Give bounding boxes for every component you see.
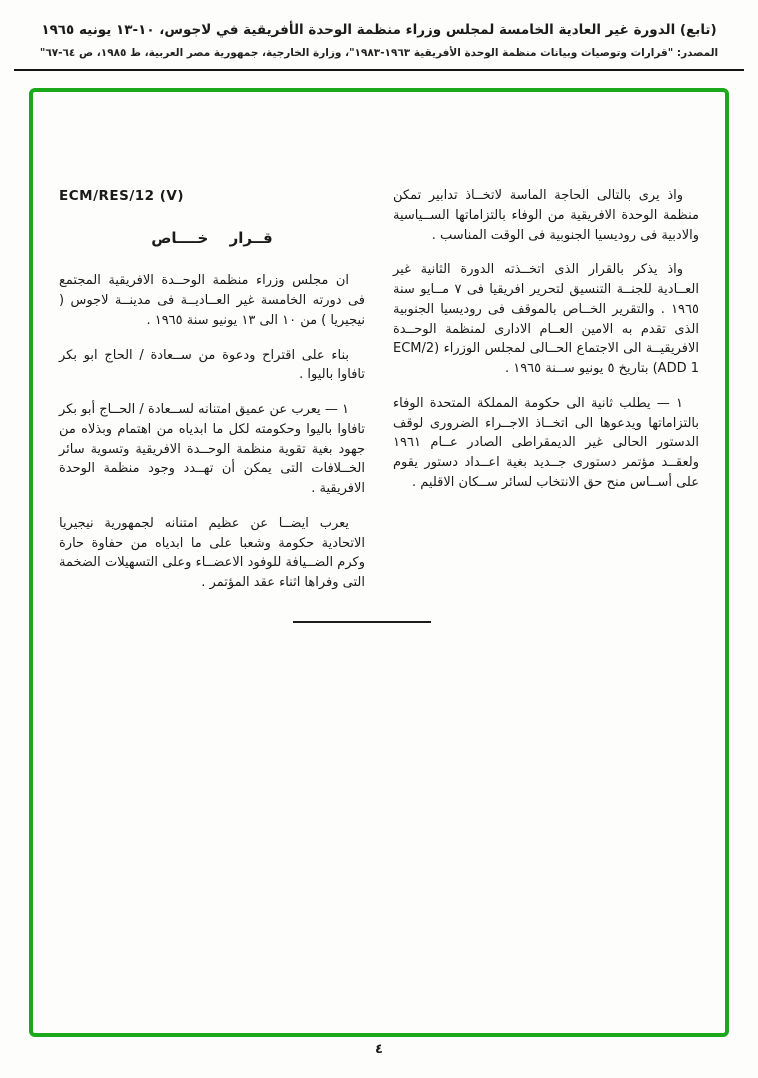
header-title: (تابع) الدورة غير العادية الخامسة لمجلس وزراء منظمة الوحدة الأفريقية في لاجوس، ١٠-١٣ يونيه ١٩٦٥ <box>41 22 717 38</box>
header-rule <box>14 69 744 71</box>
left-column <box>59 186 365 608</box>
document-reference: ECM/RES/12 (V) <box>59 188 185 204</box>
paragraph: يعرب ايضــا عن عظيم امتنانه لجمهورية نيجيريا الاتحادية حكومة وشعبا على ما ابدياه من حفاوة حارة وكرم الضــيافة للوفود الاعضــاء وعلى التسهيلات الضخمة التى وفراها اثناء عقد المؤتمر . <box>59 515 365 591</box>
paragraph: بناء على اقتراح ودعوة من ســعادة / الحاج ابو بكر تافاوا باليوا . <box>59 347 365 383</box>
paragraph: ان مجلس وزراء منظمة الوحــدة الافريقية المجتمع فى دورته الخامسة غير العــاديــة فى مدينــة لاجوس ( نيجيريا ) من ١٠ الى ١٣ يونيو سنة ١٩٦٥ . <box>59 273 365 328</box>
section-separator <box>293 621 431 623</box>
paragraph: واذ يذكر بالقرار الذى اتخــذته الدورة الثانية غير العــادية للجنــة التنسيق لتحرير افريقيا فى ٧ مــايو سنة ١٩٦٥ . والتقرير الخــاص بالموقف فى روديسيا الجنوبية الذى تقدم به الامين العــام الادارى لمنظمة الوحــدة الافريقيــة الى الاجتماع الحــالى لمجلس الوزراء (ECM/2 ADD 1) بتاريخ ٥ يونيو ســنة ١٩٦٥ . <box>393 262 699 376</box>
header-source: المصدر: "قرارات وتوصيات وبيانات منظمة الوحدة الأفريقية ١٩٦٣-١٩٨٣"، وزارة الخارجية، جمهورية مصر العربية، ط ١٩٨٥، ص ٦٤-٦٧" <box>39 47 719 59</box>
page-number: ٤ <box>375 1042 383 1057</box>
page-header <box>0 0 758 71</box>
right-column <box>393 186 699 608</box>
two-column-body <box>33 92 725 608</box>
paragraph: ١ — يطلب ثانية الى حكومة المملكة المتحدة الوفاء بالتزاماتها ويدعوها الى اتخــاذ الاجــراء الضرورى لوقف الدستور الحالى غير الديمقراطى الصادر عــام ١٩٦١ ولعقــد مؤتمر دستورى جــديد بغية اعــداد دستور يقوم على أســاس منح حق الانتخاب لسائر ســكان الاقليم . <box>393 395 699 490</box>
paragraph: ١ — يعرب عن عميق امتنانه لســعادة / الحــاج أبو بكر تافاوا باليوا وحكومته لكل ما ابدياه من اهتمام وبذلاه من جهود بغية تقوية منظمة الوحــدة الافريقية وتسوية سائر الخــلافات التى يمكن أن تهــدد وجود منظمة الوحدة الافريقية . <box>59 402 365 497</box>
paragraph: واذ يرى بالتالى الحاجة الماسة لاتخــاذ تدابير تمكن منظمة الوحدة الافريقية من الوفاء بالتزاماتها الســياسية والادبية فى روديسيا الجنوبية فى الوقت المناسب . <box>393 188 699 243</box>
green-border-frame <box>29 88 729 1037</box>
document-title: قــرار خــــاص <box>151 228 273 247</box>
